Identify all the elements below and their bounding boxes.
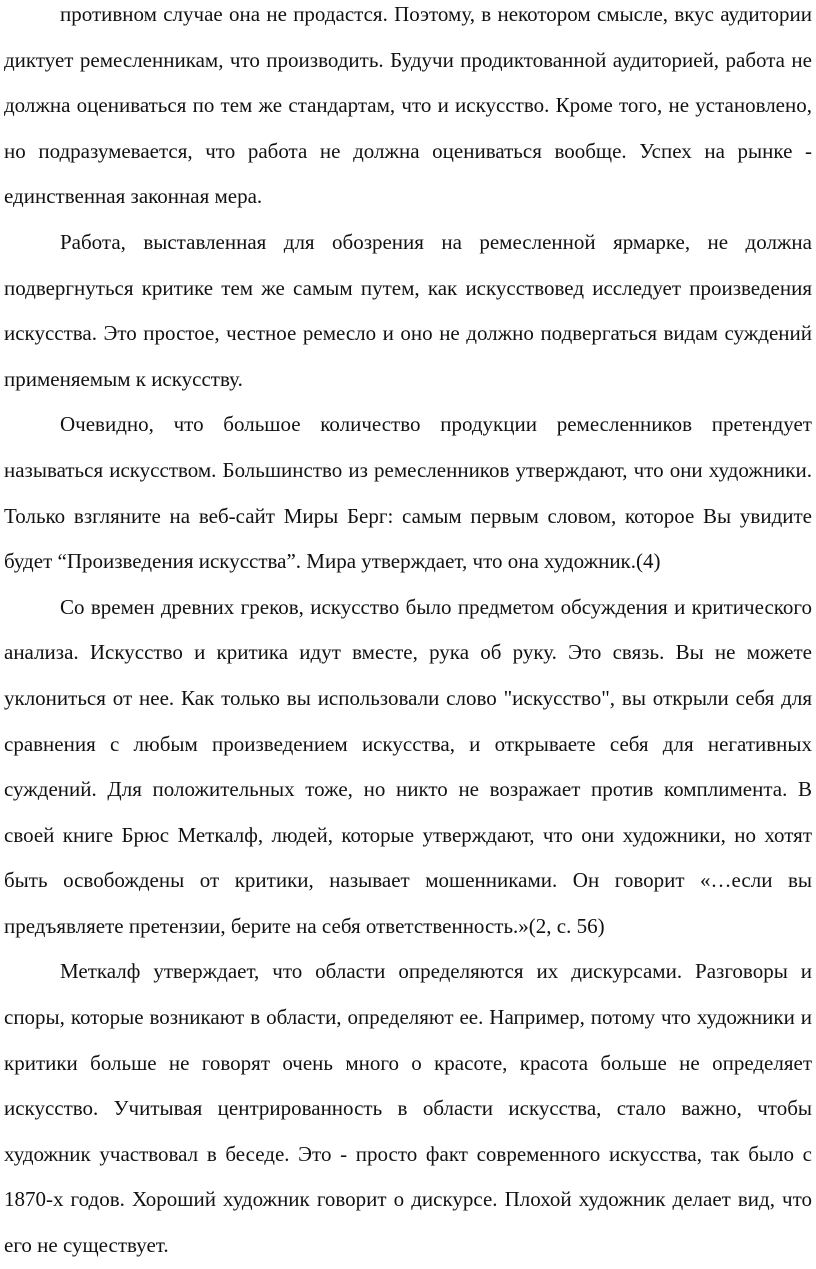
paragraph-4: Со времен древних греков, искусство было предметом обсуждения и критического анализа. Искусство и критика идут вместе, рука об руку. Это связь. Вы не можете уклониться от нее. Как только вы использовали слово "искусство", вы открыли себя для сравнения с любым произведением искусства, и открываете себя для негативных суждений. Для положительных тоже, но никто не возражает против комплимента. В своей книге Брюс Меткалф, людей, которые утверждают, что они художники, но хотят быть освобождены от критики, называет мошенниками. Он говорит «…если вы предъявляете претензии, берите на себя ответственность.»(2, с. 56) <box>4 594 812 938</box>
paragraph-1: противном случае она не продастся. Поэтому, в некотором смысле, вкус аудитории диктует ремесленникам, что производить. Будучи продиктованной аудиторией, работа не должна оцениваться по тем же стандартам, что и искусство. Кроме того, не установлено, но подразумевается, что работа не должна оцениваться вообще. Успех на рынке - единственная законная мера. <box>4 2 812 209</box>
paragraph-3: Очевидно, что большое количество продукции ремесленников претендует называться искусством. Большинство из ремесленников утверждают, что они художники. Только взгляните на веб-сайт Миры Берг: самым первым словом, которое Вы увидите будет “Произведения искусства”. Мира утверждает, что она художник.(4) <box>4 412 812 574</box>
paragraph-2: Работа, выставленная для обозрения на ремесленной ярмарке, не должна подвергнуться критике тем же самым путем, как искусствовед исследует произведения искусства. Это простое, честное ремесло и оно не должно подвергаться видам суждений применяемым к искусству. <box>4 229 812 391</box>
paragraph-5: Меткалф утверждает, что области определяются их дискурсами. Разговоры и споры, которые возникают в области, определяют ее. Например, потому что художники и критики больше не говорят очень много о красоте, красота больше не определяет искусство. Учитывая центрированность в области искусства, стало важно, чтобы художник участвовал в беседе. Это - просто факт современного искусства, так было с 1870-х годов. Хороший художник говорит о дискурсе. Плохой художник делает вид, что его не существует. <box>4 959 812 1258</box>
